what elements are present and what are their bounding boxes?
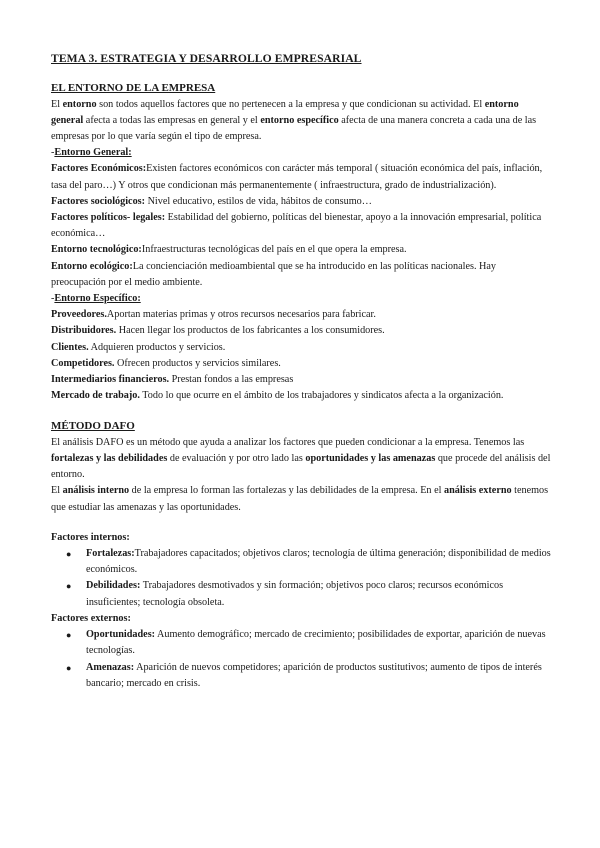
bullet-item <box>66 660 551 692</box>
factor-term: Mercado de trabajo. <box>51 390 140 402</box>
intro-paragraph <box>51 97 551 146</box>
bullet-term: Oportunidades: <box>86 629 156 641</box>
dafo-paragraph-1 <box>51 435 551 484</box>
text-run: El <box>51 485 63 497</box>
factor-item <box>51 388 551 404</box>
section-heading-entorno: EL ENTORNO DE LA EMPRESA <box>51 82 216 94</box>
factor-description: Existen factores económicos con carácter más temporal ( situación económica del país, inflación, tasa del paro…) Y otros que condicionan más permanentemente ( infraestructura, grado de industrialización). <box>51 163 543 191</box>
bullet-description: Trabajadores desmotivados y sin formación; objetivos poco claros; recursos económicos insuficientes; tecnología obsoleta. <box>86 580 504 608</box>
bullet-description: Aparición de nuevos competidores; aparición de productos sustitutivos; aumento de tipos de interés bancario; mercado en crisis. <box>86 661 542 689</box>
factor-item <box>51 161 551 193</box>
factor-term: Factores Económicos: <box>51 163 147 175</box>
bullet-icon: ● <box>66 581 72 592</box>
text-run: El <box>51 98 63 110</box>
factor-description: Aportan materias primas y otros recursos necesarios para fabricar. <box>106 309 376 321</box>
document-title: TEMA 3. ESTRATEGIA Y DESARROLLO EMPRESARIAL <box>51 52 362 65</box>
spacer <box>51 404 551 418</box>
factor-description: Todo lo que ocurre en el ámbito de los trabajadores y sindicatos afecta a la organización. <box>139 390 504 402</box>
factor-term: Intermediarios financieros. <box>51 373 170 385</box>
text-run: de evaluación y por otro lado las <box>167 453 306 465</box>
factor-description: La concienciación medioambiental que se ha introducido en las políticas nacionales. Hay preocupación por el medio ambiente. <box>51 260 497 288</box>
specific-factors-list <box>51 307 551 404</box>
section-heading-dafo: MÉTODO DAFO <box>51 420 135 433</box>
external-factors-label: Factores externos: <box>51 612 131 624</box>
bullet-icon: ● <box>66 662 72 673</box>
bullet-term: Amenazas: <box>86 661 135 673</box>
internal-factors-label: Factores internos: <box>51 531 130 543</box>
factor-term: Factores políticos- legales: <box>51 211 166 223</box>
bullet-description: Trabajadores capacitados; objetivos claros; tecnología de última generación; disponibilidad de medios económicos. <box>86 548 551 576</box>
bullet-description: Aumento demográfico; mercado de crecimiento; posibilidades de exportar, aparición de nuevas tecnologías. <box>86 629 546 657</box>
factor-description: Prestan fondos a las empresas <box>169 373 294 385</box>
factor-item <box>51 210 551 242</box>
bullet-term: Debilidades: <box>86 580 141 592</box>
external-factors-list <box>51 627 551 692</box>
bold-text-run: entorno general <box>51 98 519 126</box>
label-prefix: - <box>51 292 55 304</box>
factor-item <box>51 194 551 210</box>
bold-text-run: oportunidades y las amenazas <box>305 453 436 465</box>
bullet-icon: ● <box>66 549 72 560</box>
spacer <box>51 516 551 530</box>
bullet-item <box>66 546 551 578</box>
bullet-icon: ● <box>66 630 72 641</box>
factor-item <box>51 242 551 258</box>
bold-text-run: entorno específico <box>260 114 339 126</box>
text-run: son todos aquellos factores que no pertenecen a la empresa y que condicionan su actividad. El <box>96 98 485 110</box>
factor-description: Nivel educativo, estilos de vida, hábitos de consumo… <box>145 195 372 207</box>
factor-description: Infraestructuras tecnológicas del país en el que opera la empresa. <box>141 244 407 256</box>
general-factors-list <box>51 161 551 291</box>
bold-text-run: análisis externo <box>443 485 512 497</box>
factor-item <box>51 323 551 339</box>
factor-item <box>51 259 551 291</box>
factor-description: Adquieren productos y servicios. <box>88 341 226 353</box>
bullet-term: Fortalezas: <box>86 548 135 560</box>
bullet-item <box>66 578 551 610</box>
factor-item <box>51 340 551 356</box>
text-run: que procede del análisis del entorno. <box>51 453 551 481</box>
factor-term: Proveedores. <box>51 309 107 321</box>
text-run: de la empresa lo forman las fortalezas y las debilidades de la empresa. En el <box>129 485 444 497</box>
factor-description: Hacen llegar los productos de los fabricantes a los consumidores. <box>116 325 385 337</box>
factor-term: Distribuidores. <box>51 325 117 337</box>
text-run: afecta a todas las empresas en general y el <box>83 114 261 126</box>
factor-item <box>51 356 551 372</box>
bold-text-run: fortalezas y las debilidades <box>51 453 168 465</box>
text-run: El análisis DAFO es un método que ayuda a analizar los factores que pueden condicionar a la empresa. Tenemos las <box>51 436 525 448</box>
text-run: tenemos que estudiar las amenazas y las oportunidades. <box>51 485 549 513</box>
bullet-item <box>66 627 551 659</box>
label-prefix: - <box>51 147 55 159</box>
factor-term: Factores sociológicos: <box>51 195 146 207</box>
factor-description: Ofrecen productos y servicios similares. <box>114 357 281 369</box>
specific-environment-label <box>51 291 551 307</box>
factor-term: Entorno ecológico: <box>51 260 133 272</box>
factor-description: Estabilidad del gobierno, políticas del bienestar, apoyo a la innovación empresarial, política económica… <box>51 211 542 240</box>
label-text: Entorno General: <box>54 147 132 159</box>
dafo-paragraph-2 <box>51 483 551 515</box>
factor-item <box>51 372 551 388</box>
bold-text-run: entorno <box>62 98 97 110</box>
factor-term: Entorno tecnológico: <box>51 244 142 256</box>
text-run: afecta de una manera concreta a cada una de las empresas por lo que varía según el tipo de empresa. <box>51 114 537 142</box>
factor-term: Competidores. <box>51 357 115 369</box>
factor-item <box>51 307 551 323</box>
document-content <box>51 50 551 692</box>
internal-factors-list <box>51 546 551 611</box>
label-text: Entorno Específico: <box>54 292 141 304</box>
bold-text-run: análisis interno <box>62 485 130 497</box>
factor-term: Clientes. <box>51 341 89 353</box>
general-environment-label <box>51 145 551 161</box>
